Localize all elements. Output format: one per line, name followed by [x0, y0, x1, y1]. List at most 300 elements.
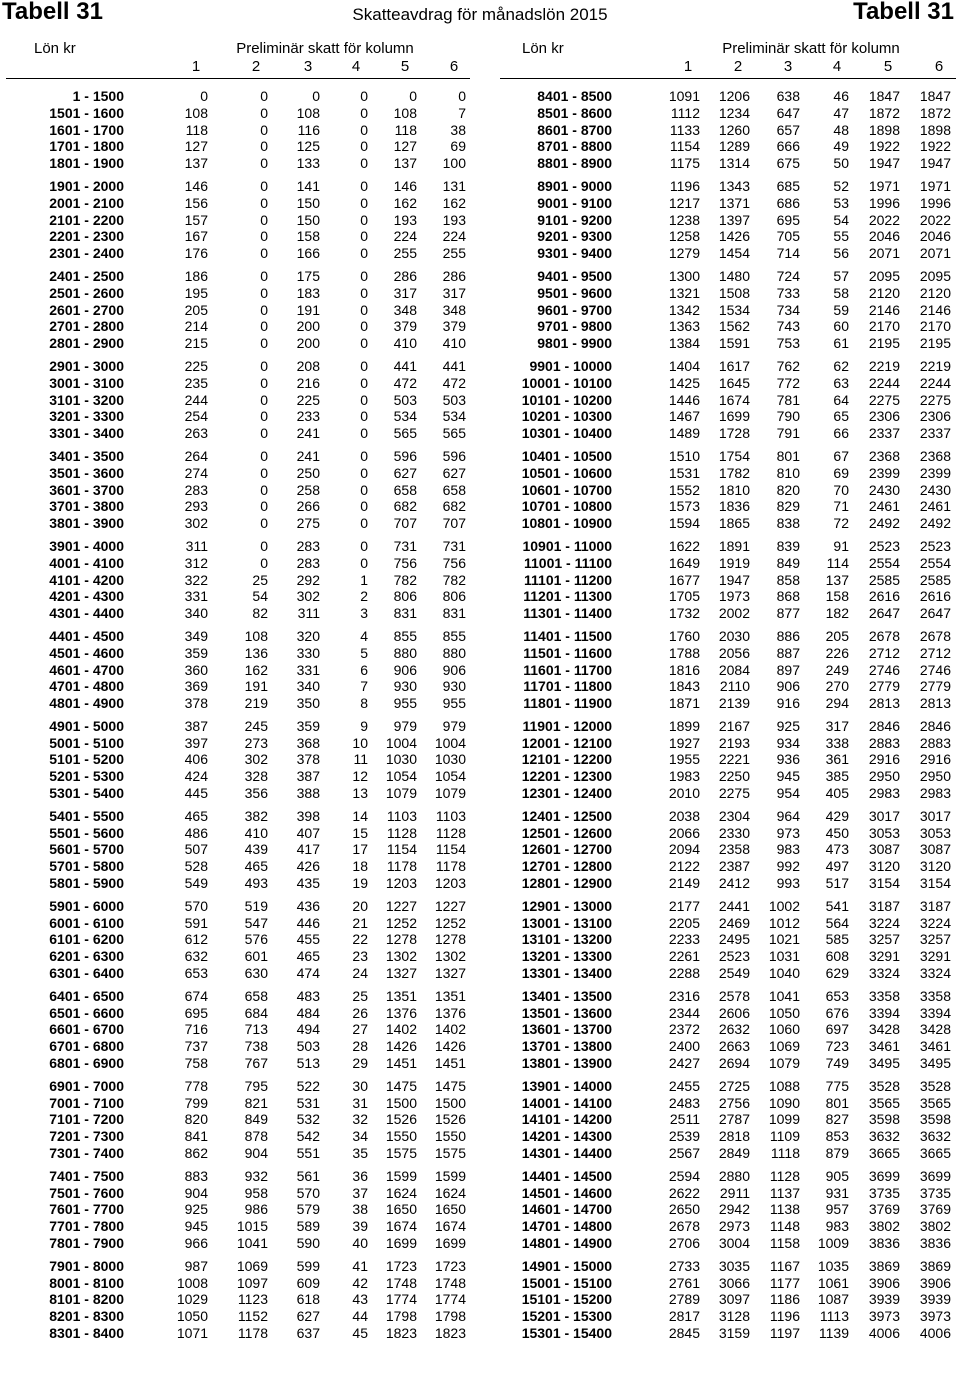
table-row: [6, 88, 470, 105]
tax-value-col-1: 820: [184, 1111, 208, 1128]
tax-value-col-6: 2585: [919, 571, 951, 588]
tax-value-col-6: 441: [442, 357, 466, 374]
tax-value-col-4: 0: [360, 374, 368, 391]
tax-value-col-1: 2344: [668, 1004, 700, 1021]
tax-value-col-6: 3291: [919, 948, 951, 965]
tax-value-col-6: 3428: [919, 1021, 951, 1038]
tax-value-col-3: 1197: [769, 1324, 800, 1341]
tax-value-col-2: 2663: [718, 1038, 750, 1055]
tax-value-col-3: 1137: [769, 1184, 800, 1201]
tax-value-col-4: 6: [360, 661, 368, 678]
tax-value-col-2: 1015: [236, 1218, 268, 1235]
tax-value-col-3: 551: [296, 1145, 320, 1162]
tax-value-col-2: 2606: [718, 1004, 750, 1021]
tax-value-col-1: 1071: [176, 1324, 208, 1341]
tax-value-col-6: 880: [442, 644, 466, 661]
tax-value-col-4: 585: [825, 931, 849, 948]
table-row: [500, 751, 956, 768]
tax-value-col-4: 47: [833, 104, 849, 121]
tax-value-col-2: 547: [244, 914, 268, 931]
tax-value-col-3: 743: [776, 318, 800, 335]
tax-value-col-6: 3665: [919, 1145, 951, 1162]
tax-value-col-1: 1489: [668, 425, 700, 442]
income-range: 7901 - 8000: [49, 1257, 124, 1274]
tax-value-col-6: 2368: [919, 447, 951, 464]
column-numbers: [6, 58, 470, 79]
tax-value-col-2: 1206: [718, 88, 750, 104]
table-row: [500, 858, 956, 875]
table-row: [500, 1055, 956, 1072]
tax-value-col-6: 503: [442, 391, 466, 408]
income-range: 4101 - 4200: [49, 571, 124, 588]
tax-value-col-5: 1947: [868, 155, 900, 172]
row-group: [500, 898, 956, 982]
tax-value-col-3: 686: [776, 194, 800, 211]
tax-value-col-6: 3187: [919, 897, 951, 914]
tax-value-col-6: 2022: [919, 211, 951, 228]
tax-value-col-3: 166: [296, 245, 320, 262]
tax-value-col-2: 1343: [718, 177, 750, 194]
tax-value-col-6: 1154: [435, 841, 466, 858]
tax-value-col-3: 849: [776, 554, 800, 571]
column-number-2: 2: [251, 58, 261, 75]
tax-value-col-5: 1599: [385, 1167, 417, 1184]
tax-value-col-6: 317: [442, 284, 466, 301]
tax-value-col-3: 116: [297, 121, 320, 138]
tax-value-col-6: 1004: [434, 734, 466, 751]
table-row: [6, 228, 470, 245]
tax-value-col-6: 2916: [919, 751, 951, 768]
tax-value-col-4: 608: [825, 948, 849, 965]
tax-value-col-4: 55: [833, 228, 849, 245]
tax-value-col-4: 158: [825, 588, 849, 605]
income-range: 15201 - 15300: [521, 1308, 612, 1325]
tax-value-col-4: 56: [833, 245, 849, 262]
income-range: 11601 - 11700: [523, 661, 612, 678]
tax-value-col-4: 1035: [817, 1257, 849, 1274]
table-row: [6, 268, 470, 285]
income-range: 6101 - 6200: [49, 931, 124, 948]
tax-value-col-1: 653: [184, 965, 208, 982]
tax-value-col-5: 472: [393, 374, 417, 391]
tax-value-col-1: 127: [184, 138, 208, 155]
tax-value-col-4: 0: [360, 88, 368, 104]
tax-value-col-3: 945: [776, 768, 800, 785]
income-range: 3401 - 3500: [49, 447, 124, 464]
tax-value-col-1: 1154: [669, 138, 700, 155]
tax-value-col-5: 1451: [385, 1055, 417, 1072]
table-row: [6, 605, 470, 622]
tax-value-col-4: 405: [825, 785, 849, 802]
tax-value-col-1: 1843: [668, 678, 700, 695]
tax-value-col-6: 348: [442, 301, 466, 318]
tax-value-col-6: 4006: [919, 1324, 951, 1341]
tax-value-col-5: 1227: [385, 897, 417, 914]
income-range: 2101 - 2200: [49, 211, 124, 228]
tax-value-col-5: 2523: [868, 537, 900, 554]
tax-value-col-5: 108: [393, 104, 417, 121]
tax-value-col-5: 731: [393, 537, 417, 554]
table-row: [6, 302, 470, 319]
tax-value-col-2: 2002: [718, 605, 750, 622]
tax-value-col-2: 767: [244, 1055, 268, 1072]
tax-value-col-3: 426: [296, 858, 320, 875]
tax-value-col-3: 820: [776, 481, 800, 498]
tax-value-col-5: 1674: [385, 1218, 417, 1235]
tax-value-col-3: 191: [296, 301, 320, 318]
tax-value-col-4: 21: [352, 914, 368, 931]
tax-value-col-6: 1996: [919, 194, 951, 211]
tax-value-col-4: 338: [825, 734, 849, 751]
tax-value-col-3: 1088: [768, 1077, 800, 1094]
tax-value-col-2: 1397: [718, 211, 750, 228]
table-row: [500, 785, 956, 802]
tax-value-col-4: 653: [825, 987, 849, 1004]
income-range: 2201 - 2300: [49, 228, 124, 245]
tax-value-col-1: 214: [184, 318, 208, 335]
tax-value-col-1: 349: [184, 627, 208, 644]
income-range: 10701 - 10800: [521, 498, 612, 515]
income-range: 3901 - 4000: [49, 537, 124, 554]
tax-value-col-4: 0: [360, 267, 368, 284]
income-range: 6701 - 6800: [49, 1038, 124, 1055]
tax-value-col-1: 925: [184, 1201, 208, 1218]
income-range: 13501 - 13600: [521, 1004, 612, 1021]
table-row: [6, 628, 470, 645]
tax-value-col-2: 3035: [718, 1257, 750, 1274]
column-number-5: 5: [400, 58, 410, 75]
tax-value-col-5: 3017: [868, 807, 900, 824]
tax-value-col-4: 957: [825, 1201, 849, 1218]
tax-value-col-6: 3087: [919, 841, 951, 858]
tax-value-col-6: 379: [442, 318, 466, 335]
tax-value-col-6: 1030: [434, 751, 466, 768]
tax-value-col-1: 2066: [668, 824, 700, 841]
income-range: 8101 - 8200: [49, 1291, 124, 1308]
tax-value-col-3: 522: [296, 1077, 320, 1094]
tax-value-col-6: 1103: [435, 807, 466, 824]
tax-value-col-5: 2916: [868, 751, 900, 768]
tax-value-col-4: 983: [825, 1218, 849, 1235]
tax-value-col-2: 1865: [718, 515, 750, 532]
column-number-6: 6: [449, 58, 459, 75]
tax-value-col-4: 827: [825, 1111, 849, 1128]
tax-value-col-3: 200: [296, 335, 320, 352]
tax-value-col-1: 283: [184, 481, 208, 498]
income-range: 2901 - 3000: [49, 357, 124, 374]
tax-value-col-3: 590: [296, 1235, 320, 1251]
tax-value-col-5: 2399: [868, 464, 900, 481]
tax-value-col-4: 5: [360, 644, 368, 661]
tax-value-col-5: 1103: [386, 807, 417, 824]
tax-value-col-6: 3939: [919, 1291, 951, 1308]
tax-value-col-6: 1128: [435, 824, 466, 841]
tax-value-col-4: 46: [833, 88, 849, 104]
table-row: [6, 1325, 470, 1342]
income-range: 4301 - 4400: [49, 605, 124, 622]
tax-value-col-5: 1154: [386, 841, 417, 858]
tax-value-col-3: 503: [296, 1038, 320, 1055]
tax-value-col-3: 801: [776, 447, 800, 464]
tax-value-col-1: 445: [184, 785, 208, 802]
table-row: [500, 515, 956, 532]
table-row: [500, 735, 956, 752]
tax-value-col-6: 1526: [434, 1111, 466, 1128]
income-range: 13301 - 13400: [521, 965, 612, 982]
table-row: [500, 965, 956, 982]
table-row: [500, 1145, 956, 1162]
tax-value-col-3: 781: [776, 391, 800, 408]
tax-value-col-5: 930: [393, 678, 417, 695]
tax-value-col-2: 1371: [718, 194, 750, 211]
income-range: 1701 - 1800: [49, 138, 124, 155]
income-range: 3801 - 3900: [49, 515, 124, 532]
table-row: [500, 392, 956, 409]
tax-value-col-3: 150: [296, 211, 320, 228]
column-number-6: 6: [934, 58, 944, 75]
table-row: [6, 858, 470, 875]
tax-value-col-5: 2678: [868, 627, 900, 644]
tax-value-col-1: 1029: [176, 1291, 208, 1308]
tax-value-col-3: 465: [296, 948, 320, 965]
tax-value-col-5: 410: [393, 335, 417, 352]
tax-value-col-4: 775: [825, 1077, 849, 1094]
table-row: [6, 212, 470, 229]
tax-value-col-3: 1167: [769, 1257, 800, 1274]
tax-value-col-2: 410: [244, 824, 268, 841]
tax-value-col-5: 503: [393, 391, 417, 408]
table-row: [6, 1218, 470, 1235]
tax-value-col-5: 1996: [868, 194, 900, 211]
table-row: [500, 138, 956, 155]
tax-value-col-1: 2594: [668, 1167, 700, 1184]
tax-value-col-2: 2358: [718, 841, 750, 858]
tax-value-col-2: 2694: [718, 1055, 750, 1072]
tax-value-col-5: 2306: [868, 408, 900, 425]
income-range: 12101 - 12200: [521, 751, 612, 768]
income-range: 14001 - 14100: [521, 1094, 612, 1111]
tax-value-col-6: 3735: [919, 1184, 951, 1201]
tax-value-col-2: 3159: [718, 1324, 750, 1341]
tax-value-col-1: 312: [184, 554, 208, 571]
income-range: 5501 - 5600: [49, 824, 124, 841]
tax-value-col-1: 695: [184, 1004, 208, 1021]
tax-value-col-5: 1575: [385, 1145, 417, 1162]
tax-value-col-3: 484: [296, 1004, 320, 1021]
tax-value-col-2: 904: [244, 1145, 268, 1162]
income-range: 8501 - 8600: [537, 104, 612, 121]
tax-value-col-6: 930: [442, 678, 466, 695]
row-group: [6, 178, 470, 262]
income-range: 5101 - 5200: [49, 751, 124, 768]
tax-value-col-5: 1004: [385, 734, 417, 751]
income-range: 4601 - 4700: [49, 661, 124, 678]
tax-value-col-2: 0: [260, 284, 268, 301]
income-range: 2301 - 2400: [49, 245, 124, 262]
tax-value-col-1: 1573: [668, 498, 700, 515]
income-range: 3001 - 3100: [49, 374, 124, 391]
tax-value-col-1: 1816: [668, 661, 700, 678]
table-row: [6, 178, 470, 195]
tax-value-col-3: 241: [296, 447, 320, 464]
income-range: 7601 - 7700: [49, 1201, 124, 1218]
tax-value-col-3: 887: [776, 644, 800, 661]
tax-value-col-2: 1069: [236, 1257, 268, 1274]
tax-value-col-5: 3598: [868, 1111, 900, 1128]
table-row: [6, 555, 470, 572]
income-range: 13201 - 13300: [521, 948, 612, 965]
tax-value-col-5: 3154: [868, 875, 900, 892]
tax-value-col-5: 3291: [868, 948, 900, 965]
tax-value-col-1: 293: [184, 498, 208, 515]
income-range: 2501 - 2600: [49, 284, 124, 301]
table-row: [6, 751, 470, 768]
tax-value-col-5: 3939: [868, 1291, 900, 1308]
income-range: 5601 - 5700: [49, 841, 124, 858]
table-row: [6, 948, 470, 965]
tax-value-col-5: 707: [393, 515, 417, 532]
tax-value-col-4: 72: [833, 515, 849, 532]
tax-value-col-6: 1252: [434, 914, 466, 931]
income-range: 11701 - 11800: [523, 678, 612, 695]
tax-value-col-5: 2813: [868, 695, 900, 712]
tax-value-col-6: 3257: [919, 931, 951, 948]
tax-value-col-1: 2817: [668, 1308, 700, 1325]
tax-value-col-4: 723: [825, 1038, 849, 1055]
tax-value-col-5: 1798: [385, 1308, 417, 1325]
table-row: [6, 988, 470, 1005]
tax-value-col-4: 1113: [819, 1308, 849, 1325]
income-range: 4001 - 4100: [49, 554, 124, 571]
tax-value-col-2: 795: [244, 1077, 268, 1094]
tax-value-col-3: 791: [776, 425, 800, 442]
tax-column-label: Preliminär skatt för kolumn: [722, 40, 900, 57]
table-row: [500, 808, 956, 825]
tax-value-col-1: 2288: [668, 965, 700, 982]
tax-value-col-2: 2275: [718, 785, 750, 802]
tax-value-col-2: 54: [252, 588, 268, 605]
tax-value-col-6: 682: [442, 498, 466, 515]
table-row: [6, 645, 470, 662]
table-row: [500, 915, 956, 932]
tax-value-col-2: 2387: [718, 858, 750, 875]
column-header: [6, 38, 470, 58]
tax-value-col-5: 2022: [868, 211, 900, 228]
tax-value-col-1: 2511: [669, 1111, 700, 1128]
tax-value-col-5: 2275: [868, 391, 900, 408]
income-range: 10501 - 10600: [521, 464, 612, 481]
tax-value-col-4: 0: [360, 228, 368, 245]
tax-value-col-2: 0: [260, 211, 268, 228]
tax-value-col-5: 1823: [385, 1324, 417, 1341]
tax-value-col-1: 2427: [668, 1055, 700, 1072]
tax-value-col-5: 3906: [868, 1274, 900, 1291]
tax-value-col-5: 3495: [868, 1055, 900, 1072]
tax-value-col-6: 2071: [919, 245, 951, 262]
tax-value-col-4: 0: [360, 357, 368, 374]
tax-value-col-5: 2846: [868, 717, 900, 734]
tax-value-col-1: 2483: [668, 1094, 700, 1111]
tax-value-col-2: 0: [260, 498, 268, 515]
tax-value-col-3: 241: [296, 425, 320, 442]
tax-value-col-1: 1321: [668, 284, 700, 301]
tax-value-col-6: 1550: [434, 1128, 466, 1145]
tax-value-col-4: 19: [352, 875, 368, 892]
income-range: 2401 - 2500: [49, 267, 124, 284]
tax-value-col-6: 3632: [919, 1128, 951, 1145]
income-range: 13001 - 13100: [521, 914, 612, 931]
tax-value-col-4: 37: [352, 1184, 368, 1201]
tax-value-col-4: 0: [360, 425, 368, 442]
table-row: [500, 318, 956, 335]
tax-value-col-4: 0: [360, 515, 368, 532]
table-row: [6, 898, 470, 915]
tax-value-col-6: 3154: [919, 875, 951, 892]
tax-value-col-4: 7: [360, 678, 368, 695]
tax-value-col-1: 274: [184, 464, 208, 481]
tax-value-col-2: 2193: [718, 734, 750, 751]
tax-value-col-2: 0: [260, 335, 268, 352]
tax-value-col-1: 1133: [669, 121, 700, 138]
tax-value-col-4: 34: [352, 1128, 368, 1145]
income-range: 5901 - 6000: [49, 897, 124, 914]
income-range: 8301 - 8400: [49, 1324, 124, 1341]
tax-value-col-6: 2983: [919, 785, 951, 802]
tax-value-col-5: 3869: [868, 1257, 900, 1274]
tax-value-col-6: 3394: [919, 1004, 951, 1021]
column-number-2: 2: [733, 58, 743, 75]
tax-value-col-5: 2095: [868, 267, 900, 284]
tax-value-col-3: 1060: [768, 1021, 800, 1038]
tax-value-col-2: 2495: [718, 931, 750, 948]
table-row: [500, 425, 956, 442]
tax-value-col-6: 1278: [434, 931, 466, 948]
tax-value-col-6: 2746: [919, 661, 951, 678]
tax-value-col-5: 1030: [385, 751, 417, 768]
tax-value-col-5: 3699: [868, 1167, 900, 1184]
tax-value-col-2: 1426: [718, 228, 750, 245]
tax-value-col-1: 2205: [668, 914, 700, 931]
tax-value-col-1: 387: [184, 717, 208, 734]
tax-value-col-5: 880: [393, 644, 417, 661]
tax-value-col-1: 1238: [668, 211, 700, 228]
tax-value-col-1: 424: [184, 768, 208, 785]
column-number-5: 5: [883, 58, 893, 75]
tax-value-col-5: 2244: [868, 374, 900, 391]
tax-value-col-1: 1091: [668, 88, 700, 104]
tax-value-col-5: 1971: [868, 177, 900, 194]
tax-value-col-2: 630: [244, 965, 268, 982]
tax-value-col-6: 472: [442, 374, 466, 391]
tax-value-col-6: 731: [442, 537, 466, 554]
tax-value-col-6: 2647: [919, 605, 951, 622]
tax-value-col-3: 1128: [769, 1167, 800, 1184]
tax-value-col-2: 0: [260, 391, 268, 408]
tax-value-col-3: 637: [296, 1324, 320, 1341]
table-row: [6, 1005, 470, 1022]
tax-value-col-4: 249: [825, 661, 849, 678]
tax-value-col-1: 862: [184, 1145, 208, 1162]
tax-value-col-5: 3735: [868, 1184, 900, 1201]
row-group: [6, 988, 470, 1072]
tax-value-col-2: 273: [244, 734, 268, 751]
tax-value-col-4: 2: [360, 588, 368, 605]
tax-value-col-3: 954: [776, 785, 800, 802]
tax-value-col-6: 2095: [919, 267, 951, 284]
tax-value-col-3: 141: [296, 177, 320, 194]
tax-value-col-3: 666: [776, 138, 800, 155]
table-row: [6, 931, 470, 948]
